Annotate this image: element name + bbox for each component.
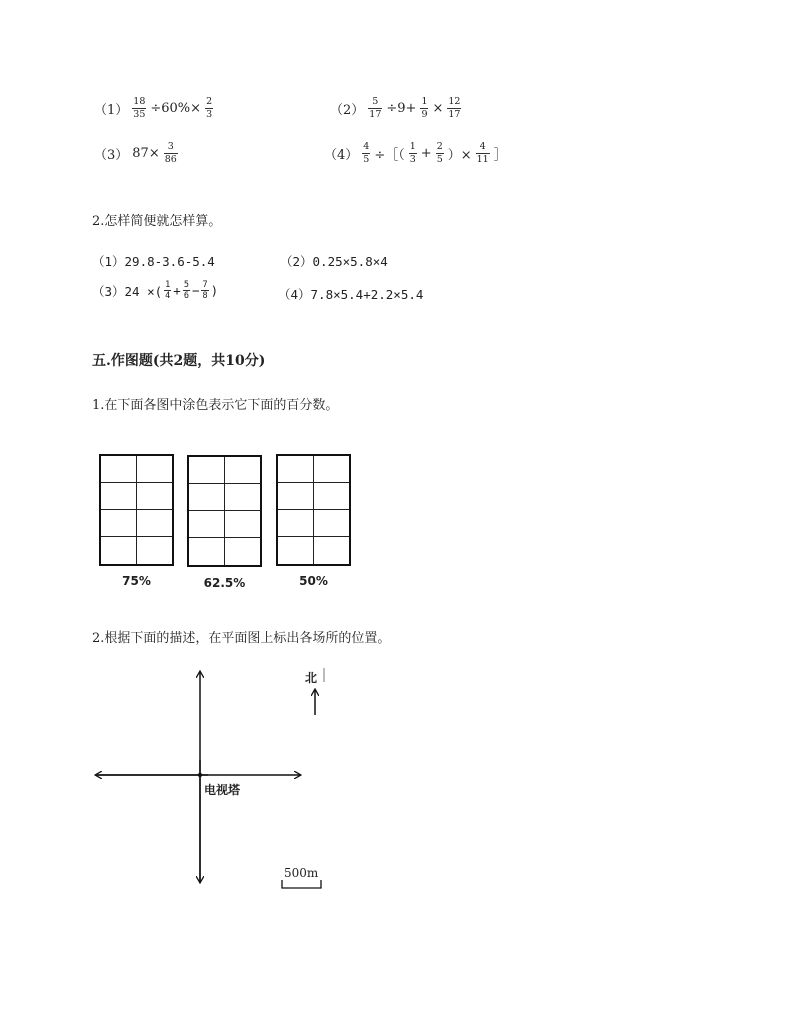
scale-bar [282,880,321,888]
calc-problem-4 [322,141,509,166]
shading-grid-50[interactable] [276,454,351,566]
operator: ÷9+ [386,101,417,116]
task-instruction-1: 1.在下面各图中涂色表示它下面的百分数。 [92,398,339,413]
operator: ) [210,283,219,298]
fraction: $\frac{5}{17}$ [369,96,382,120]
operator: + [173,283,181,298]
fraction: $\frac{7}{8}$ [202,280,208,301]
problem-label: （1） [94,103,129,118]
shading-grid-62-5[interactable] [187,455,262,567]
task-instruction-2: 2.根据下面的描述，在平面图上标出各场所的位置。 [92,631,391,646]
fraction: $\frac{18}{35}$ [133,96,146,120]
shading-grid-75[interactable] [99,454,174,566]
operator: − [191,283,200,298]
simplify-problem-4: （4）7.8×5.4+2.2×5.4 [278,287,424,302]
fraction: $\frac{1}{9}$ [421,96,428,120]
tv-tower-point [198,773,202,777]
operator: + [420,146,432,161]
operator: 87× [132,146,160,161]
operator: × [432,101,444,116]
fraction: $\frac{3}{86}$ [164,141,177,165]
operator: ］ [493,148,507,163]
section-heading: 2.怎样简便就怎样算。 [92,214,222,229]
position-map[interactable] [88,660,348,900]
calc-problem-1 [92,96,215,121]
fraction: $\frac{4}{11}$ [476,141,489,165]
scale-label: 500m [284,866,319,880]
operator: ÷［（ [374,148,405,163]
problem-label: （3） [94,148,129,163]
calc-problem-3 [92,141,180,166]
fraction: $\frac{5}{6}$ [183,280,189,301]
problem-label: （4） [324,148,359,163]
fraction: $\frac{1}{3}$ [409,141,416,165]
grid-label: 75% [122,574,151,588]
simplify-problem-1: （1）29.8-3.6-5.4 [92,254,215,269]
fraction: $\frac{1}{4}$ [165,280,171,301]
fraction: $\frac{12}{17}$ [448,96,461,120]
problem-label: （3）24 ×( [92,283,163,299]
simplify-problem-2: （2）0.25×5.8×4 [280,254,388,269]
fraction: $\frac{4}{5}$ [363,141,370,165]
simplify-problem-3 [92,280,218,301]
operator: ）× [447,148,472,163]
problem-label: （2） [330,103,365,118]
calc-problem-2 [328,96,463,121]
grid-label: 50% [299,574,328,588]
operator: ÷60%× [150,101,202,116]
grid-label: 62.5% [203,576,246,590]
fraction: $\frac{2}{3}$ [206,96,213,120]
north-label: 北 [305,671,318,685]
tv-tower-label: 电视塔 [204,783,241,797]
section-title: 五.作图题(共2题，共10分) [92,353,266,369]
fraction: $\frac{2}{5}$ [436,141,443,165]
